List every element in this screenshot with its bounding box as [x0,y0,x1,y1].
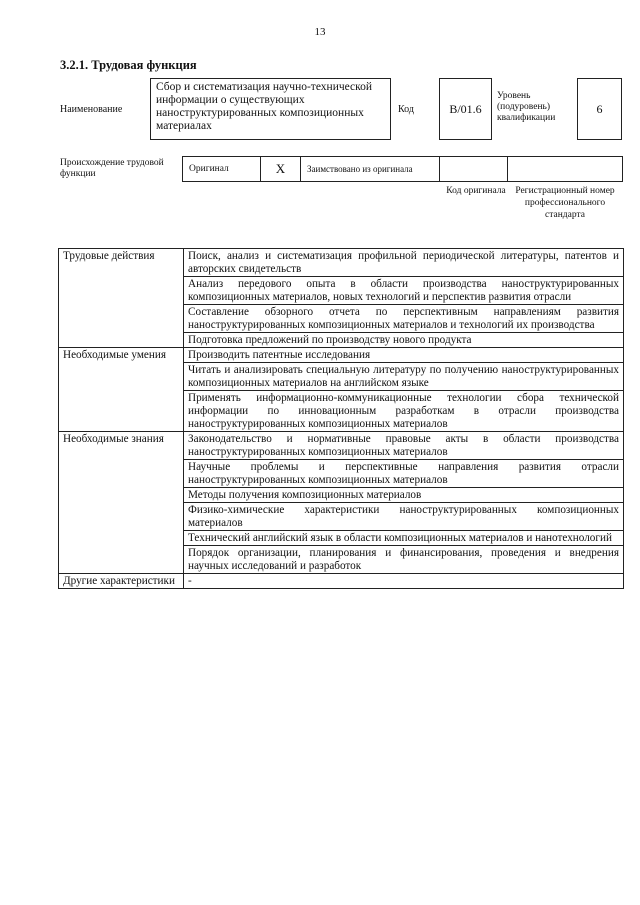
category-labor-actions: Трудовые действия [59,249,184,348]
category-required-knowledge: Необходимые знания [59,432,184,574]
table-cell: Физико-химические характеристики наноструктурированных композиционных материалов [184,503,624,531]
original-code-caption: Код оригинала [446,186,506,196]
qualification-level: 6 [577,78,622,140]
table-cell: Анализ передового опыта в области производства наноструктурированных композиционных материалов, новых технологий и перспектив развития отрасли [184,277,624,305]
registration-number-cell [508,157,624,181]
function-details-table [58,248,624,589]
table-row [59,432,624,460]
function-code: B/01.6 [439,78,492,140]
table-cell: Научные проблемы и перспективные направления развития отрасли наноструктурированных композиционных материалов [184,460,624,488]
table-cell: Технический английский язык в области композиционных материалов и нанотехнологий [184,531,624,546]
table-cell: Подготовка предложений по производству нового продукта [184,333,624,348]
registration-number-caption: Регистрационный номер профессионального стандарта [515,186,615,220]
table-cell: Поиск, анализ и систематизация профильной периодической литературы, патентов и авторских свидетельств [184,249,624,277]
table-row [59,249,624,277]
table-cell: Производить патентные исследования [184,348,624,363]
table-cell: Читать и анализировать специальную литературу по получению наноструктурированных композиционных материалов на английском языке [184,363,624,391]
table-cell: Применять информационно-коммуникационные технологии сбора технической информации по инновационным разработкам в отрасли производства наноструктурированных композиционных материалов [184,391,624,432]
original-label: Оригинал [183,157,261,181]
category-other-characteristics: Другие характеристики [59,574,184,589]
original-code-cell [440,157,508,181]
name-label: Наименование [60,104,123,115]
table-cell: Составление обзорного отчета по перспективным направлениям развития наноструктурированных композиционных материалов и технологий их производства [184,305,624,333]
page-number: 13 [314,26,326,38]
original-mark: X [261,157,301,181]
origin-label: Происхождение трудовой функции [60,158,164,179]
table-cell: Законодательство и нормативные правовые акты в области производства наноструктурированных композиционных материалов [184,432,624,460]
table-row [59,574,624,589]
code-label: Код [398,104,414,115]
function-name: Сбор и систематизация научно-технической информации о существующих наноструктурированных композиционных материалах [150,78,391,140]
origin-row [182,156,623,182]
table-cell: - [184,574,624,589]
table-row [59,348,624,363]
table-cell: Методы получения композиционных материалов [184,488,624,503]
category-required-skills: Необходимые умения [59,348,184,432]
table-cell: Порядок организации, планирования и финансирования, проведения и внедрения научных исследований и разработок [184,546,624,574]
section-title: 3.2.1. Трудовая функция [60,58,197,72]
borrowed-label: Заимствовано из оригинала [301,157,440,181]
qualification-level-label: Уровень (подуровень) квалификации [497,91,556,123]
